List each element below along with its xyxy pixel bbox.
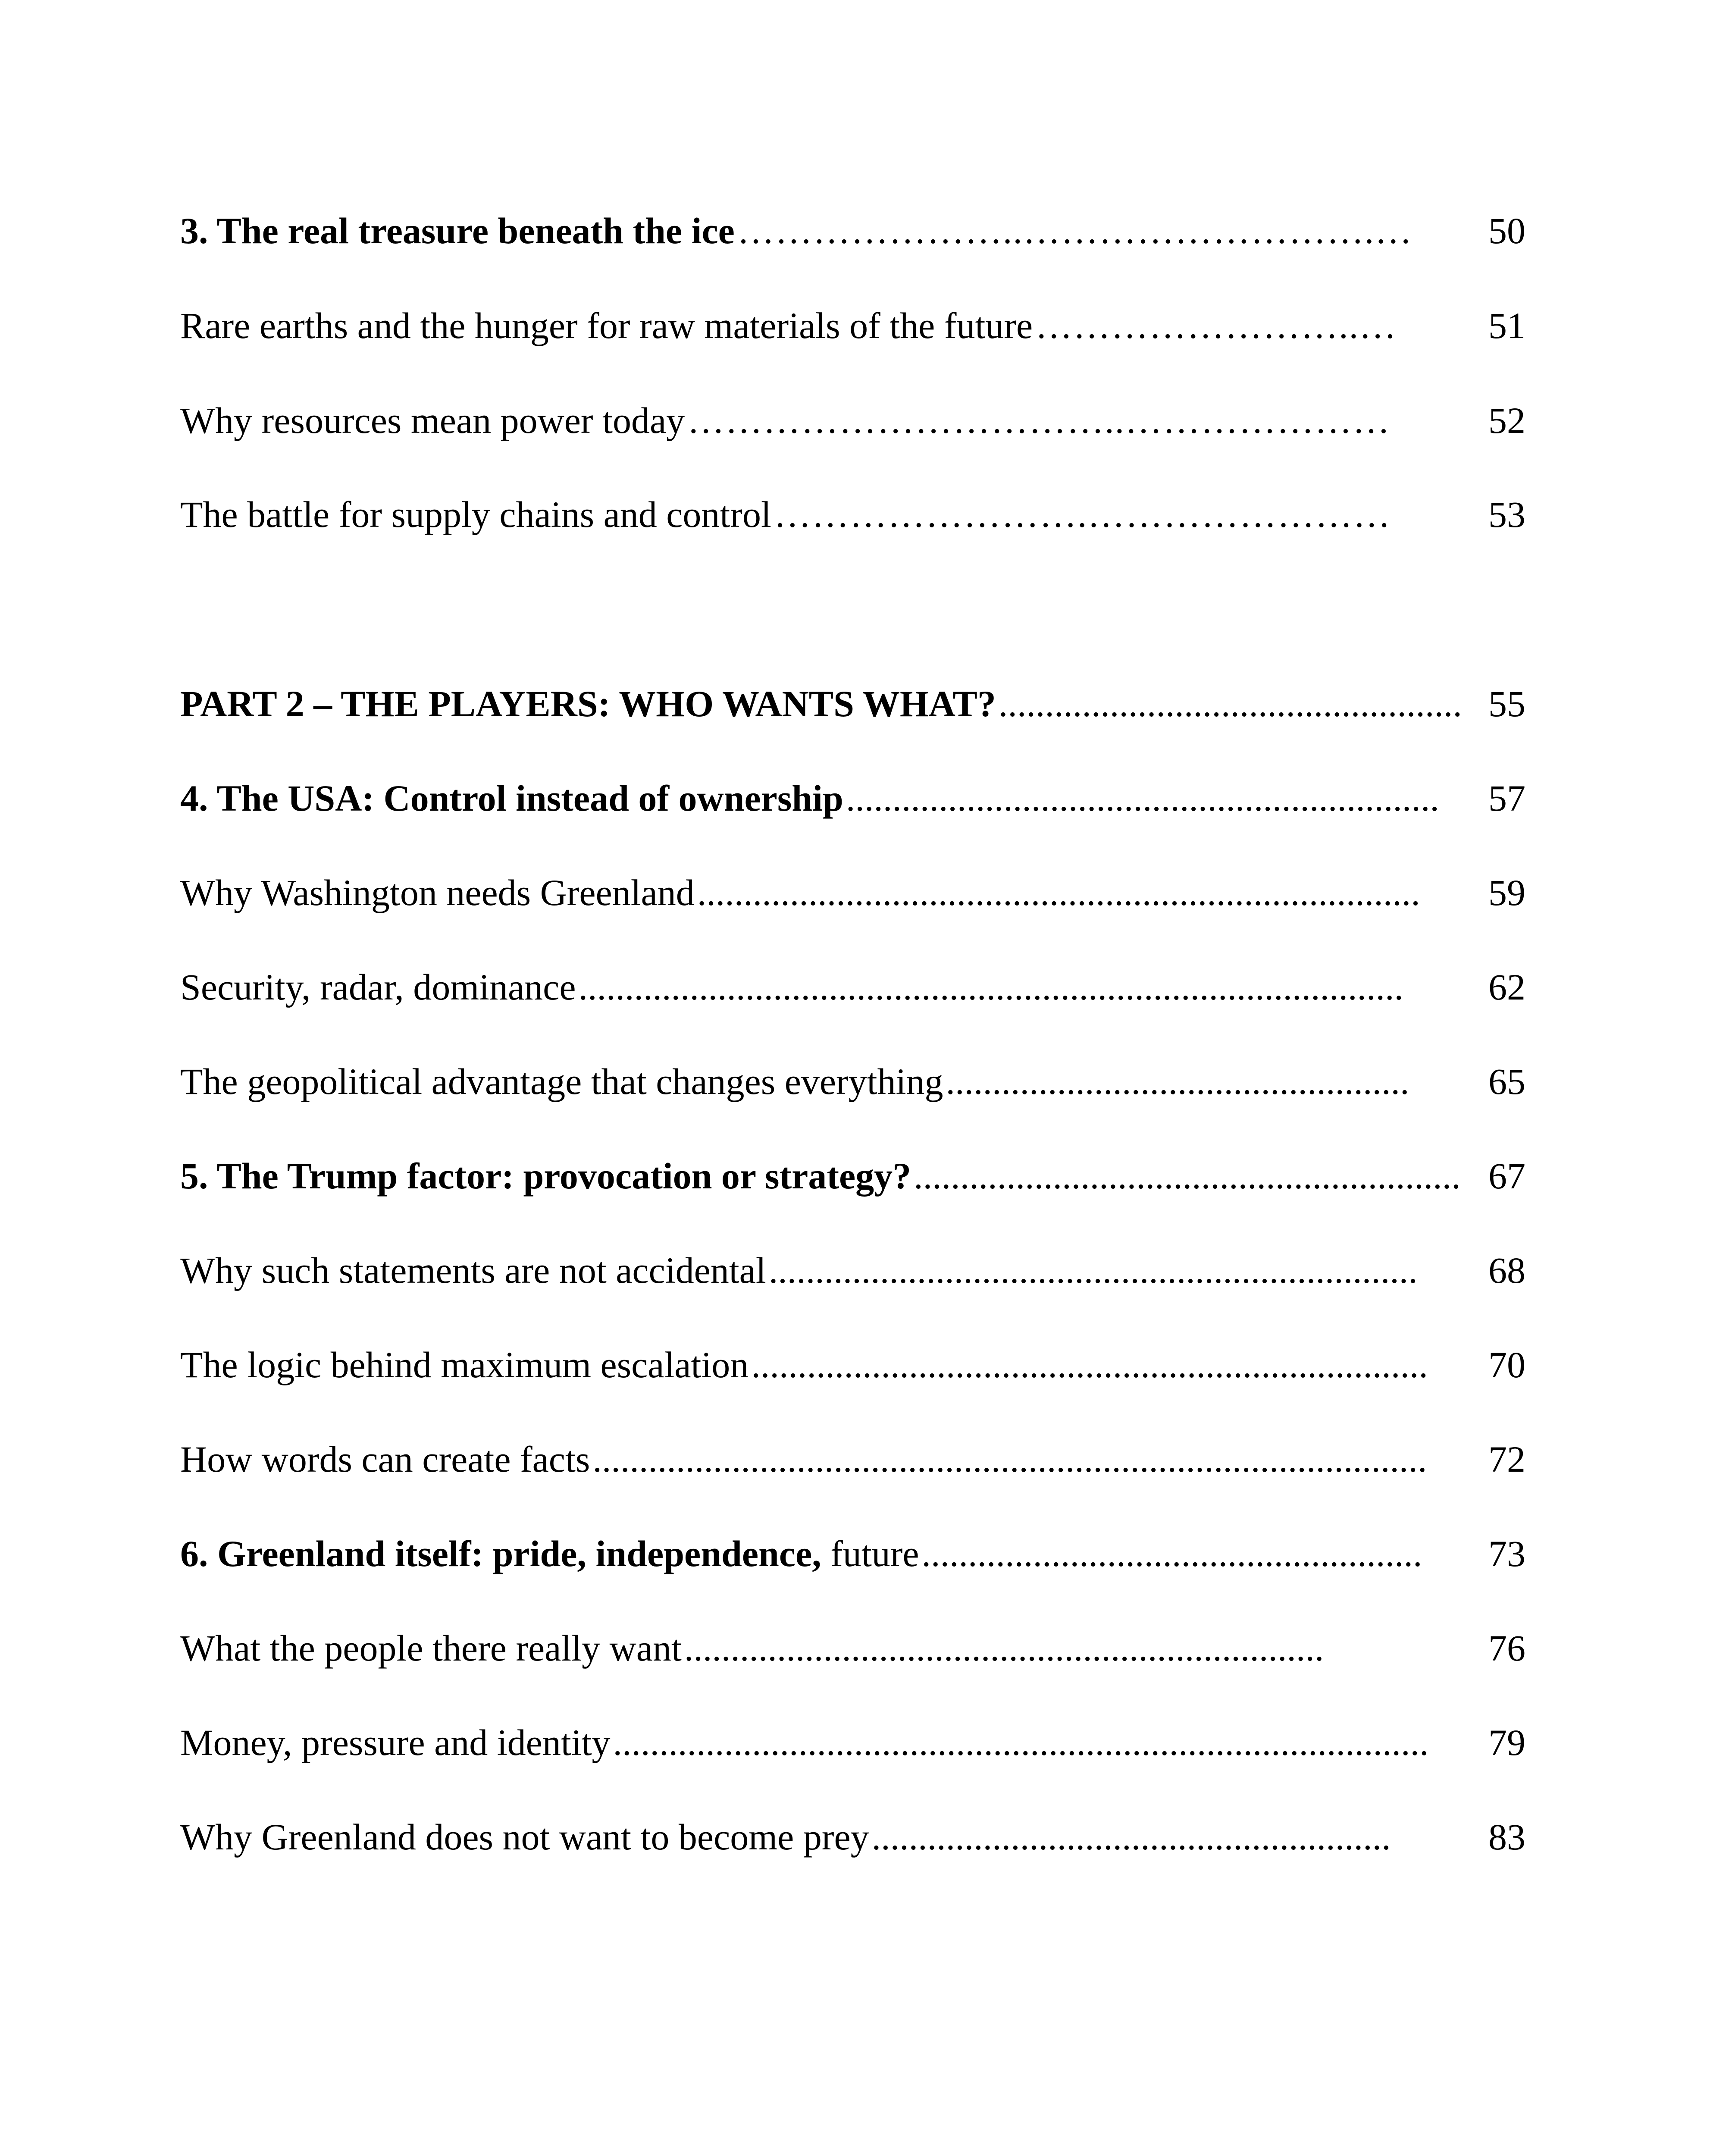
toc-entry-money-pressure [180, 1714, 1525, 1771]
toc-entry-security [180, 959, 1525, 1015]
toc-entry-title [180, 1620, 682, 1676]
toc-leader-dots: .................................................. [998, 683, 1462, 724]
toc-leader-dots: ……………………………..………………… [687, 400, 1391, 441]
toc-page-number: 73 [1488, 1533, 1525, 1574]
toc-entry-title [180, 298, 1033, 354]
toc-entry-supply-chains [180, 486, 1525, 542]
toc-entry-title [180, 486, 771, 542]
toc-entry-resources-power [180, 392, 1525, 448]
toc-entry-statements [180, 1242, 1525, 1298]
toc-entry-washington [180, 865, 1525, 921]
toc-entry-title-normal: Rare earths and the hunger for raw materials of the future [180, 305, 1033, 346]
toc-entry-title [180, 203, 735, 259]
toc-page-number: 51 [1488, 305, 1525, 346]
toc-entry-title-normal: Why such statements are not accidental [180, 1250, 766, 1291]
toc-leader-dots: .................................................. [946, 1061, 1409, 1102]
toc-leader-dots: ........................................................... [914, 1155, 1461, 1197]
toc-leader-dots: ...................................................... [921, 1533, 1422, 1574]
toc-entry-title-normal: future [821, 1533, 919, 1574]
toc-page-number: 83 [1488, 1816, 1525, 1858]
toc-leader-dots: ......................................................................................... [578, 966, 1403, 1008]
toc-page-number: 53 [1488, 494, 1525, 535]
toc-entry-title-normal: Money, pressure and identity [180, 1722, 611, 1763]
toc-page-number: 68 [1488, 1250, 1525, 1291]
toc-entry-title-bold: 6. Greenland itself: pride, independence, [180, 1533, 821, 1574]
toc-entry-3 [180, 203, 1525, 259]
toc-entry-title [180, 959, 576, 1015]
toc-entry-title-normal: The logic behind maximum escalation [180, 1344, 749, 1385]
toc-entry-title-normal: The battle for supply chains and control [180, 494, 771, 535]
toc-entry-4 [180, 770, 1525, 826]
toc-leader-dots: ......................................................................... [751, 1344, 1428, 1385]
toc-entry-title [180, 1431, 590, 1487]
toc-leader-dots: …………………….…………………… [774, 494, 1391, 535]
toc-entry-part-2 [180, 676, 1525, 732]
toc-page-number: 76 [1488, 1627, 1525, 1669]
toc-entry-escalation [180, 1337, 1525, 1393]
toc-entry-title-normal: The geopolitical advantage that changes everything [180, 1061, 943, 1102]
toc-page-number: 59 [1488, 872, 1525, 913]
toc-entry-title [180, 1526, 919, 1582]
toc-entry-people-want [180, 1620, 1525, 1676]
toc-leader-dots: .......................................................................................... [592, 1438, 1427, 1480]
toc-page-number: 72 [1488, 1438, 1525, 1480]
toc-page-number: 57 [1488, 777, 1525, 819]
toc-leader-dots: .............................................................................. [697, 872, 1420, 913]
toc-leader-dots: ................................................................ [846, 777, 1439, 819]
toc-entry-title-bold: 5. The Trump factor: provocation or strategy? [180, 1155, 911, 1197]
toc-page-number: 79 [1488, 1722, 1525, 1763]
toc-entry-title [180, 865, 695, 921]
toc-entry-title-normal: How words can create facts [180, 1438, 590, 1480]
toc-leader-dots: ..................................................................... [684, 1627, 1324, 1669]
toc-entry-rare-earths [180, 298, 1525, 354]
toc-leader-dots: ……………………..… [1035, 305, 1397, 346]
toc-entry-title-bold: PART 2 – THE PLAYERS: WHO WANTS WHAT? [180, 683, 996, 724]
toc-entry-title-normal: What the people there really want [180, 1627, 682, 1669]
toc-leader-dots: ........................................................ [871, 1816, 1391, 1858]
toc-entry-title-normal: Why Washington needs Greenland [180, 872, 695, 913]
toc-entry-prey [180, 1809, 1525, 1865]
toc-entry-title [180, 1337, 749, 1393]
toc-leader-dots: ...................................................................... [768, 1250, 1418, 1291]
toc-page-number: 50 [1488, 210, 1525, 251]
toc-entry-title [180, 392, 685, 448]
toc-entry-title [180, 1053, 943, 1109]
toc-entry-title [180, 1809, 869, 1865]
toc-leader-dots: …………………..……………………….… [737, 210, 1413, 251]
toc-page-number: 55 [1488, 683, 1525, 724]
toc-page-number: 62 [1488, 966, 1525, 1008]
toc-entry-title [180, 1242, 766, 1298]
toc-entry-geopolitical [180, 1053, 1525, 1109]
toc-entry-title-normal: Why resources mean power today [180, 400, 685, 441]
toc-entry-words-facts [180, 1431, 1525, 1487]
toc-page-number: 52 [1488, 400, 1525, 441]
toc-leader-dots: ........................................................................................ [613, 1722, 1429, 1763]
toc-page-number: 65 [1488, 1061, 1525, 1102]
toc-entry-6 [180, 1526, 1525, 1582]
toc-page-number: 67 [1488, 1155, 1525, 1197]
toc-entry-title-bold: 3. The real treasure beneath the ice [180, 210, 735, 251]
toc-entry-title [180, 1714, 611, 1771]
toc-entry-title [180, 770, 843, 826]
toc-entry-title [180, 1148, 911, 1204]
toc-entry-title-bold: 4. The USA: Control instead of ownership [180, 777, 843, 819]
toc-entry-5 [180, 1148, 1525, 1204]
toc-page-number: 70 [1488, 1344, 1525, 1385]
toc-entry-title-normal: Why Greenland does not want to become prey [180, 1816, 869, 1858]
toc-entry-title [180, 676, 996, 732]
toc-entry-title-normal: Security, radar, dominance [180, 966, 576, 1008]
